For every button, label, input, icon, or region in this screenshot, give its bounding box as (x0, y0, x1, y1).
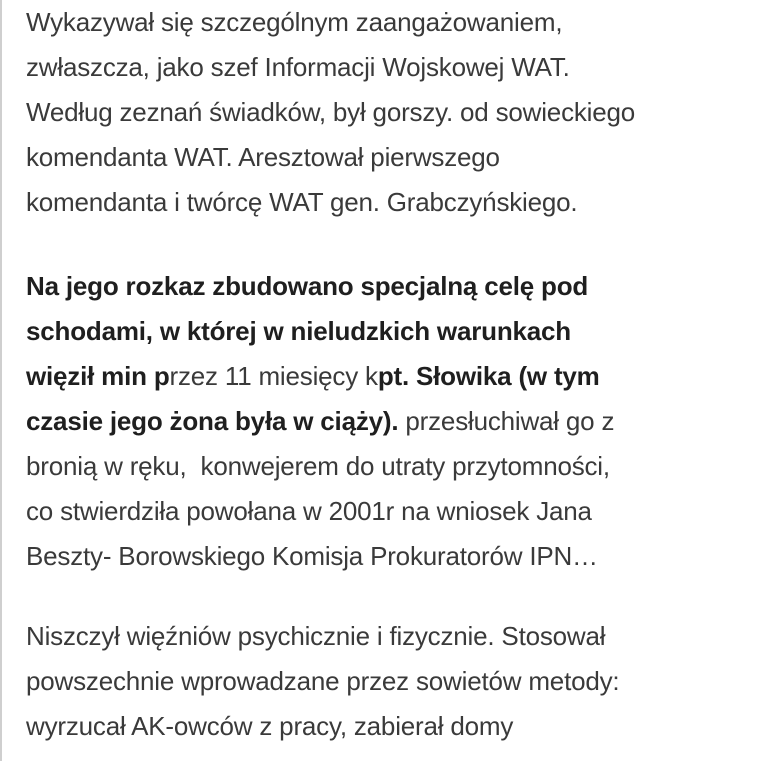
left-border-line (0, 0, 2, 761)
bold-fragment: czasie jego żona była w ciąży). (26, 406, 399, 436)
text-line-bold: schodami, w której w nieludzkich warunkach (26, 316, 571, 346)
text-line: bronią w ręku, konwejerem do utraty przytomności, (26, 451, 610, 481)
text-line-bold: Na jego rozkaz zbudowano specjalną celę pod (26, 271, 589, 301)
text-line-mixed (26, 399, 774, 444)
text-line: co stwierdziła powołana w 2001r na wniosek Jana (26, 496, 592, 526)
text-line: powszechnie wprowadzane przez sowietów metody: (26, 666, 620, 696)
text-line: komendanta i twórcę WAT gen. Grabczyńskiego. (26, 187, 578, 217)
bold-fragment: pt. Słowika (w tym (377, 361, 600, 391)
text-line: wyrzucał AK-owców z pracy, zabierał domy (26, 711, 514, 741)
text-line: Beszty- Borowskiego Komisja Prokuratorów IPN… (26, 541, 598, 571)
text-line: Niszczył więźniów psychicznie i fizycznie. Stosował (26, 621, 606, 651)
text-line: zwłaszcza, jako szef Informacji Wojskowej WAT. (26, 52, 570, 82)
text-line: komendanta WAT. Aresztował pierwszego (26, 142, 500, 172)
text-line: Wykazywał się szczególnym zaangażowaniem, (26, 7, 563, 37)
paragraph-3 (26, 614, 774, 749)
paragraph-1 (26, 0, 774, 225)
text-line: Według zeznań świadków, był gorszy. od sowieckiego (26, 97, 636, 127)
text-line-mixed (26, 354, 774, 399)
normal-fragment: przesłuchiwał go z (398, 406, 615, 436)
normal-fragment: rzez 11 miesięcy k (169, 361, 378, 391)
bold-fragment: więził min p (26, 361, 170, 391)
paragraph-2 (26, 264, 774, 579)
